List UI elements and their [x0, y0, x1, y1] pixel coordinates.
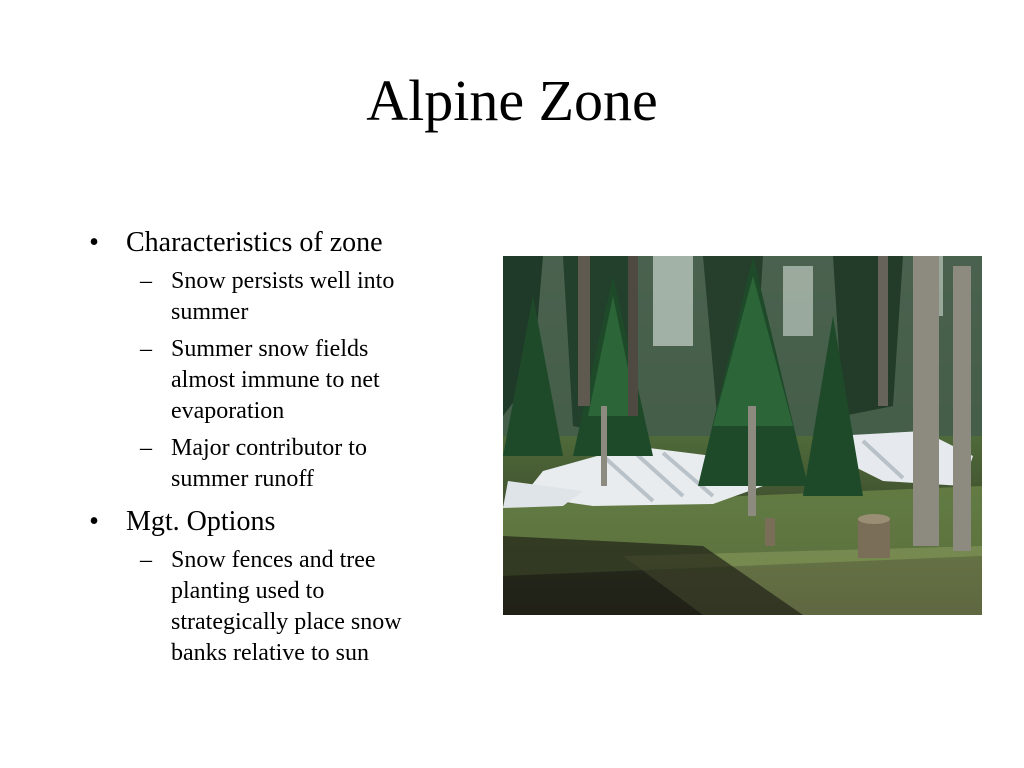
forest-snow-photo — [503, 256, 982, 615]
sub-bullet-snow-fields — [126, 334, 484, 427]
sub-line: Major contributor to — [171, 435, 367, 461]
slide-body — [84, 226, 484, 679]
sub-line: almost immune to net — [171, 367, 380, 393]
sub-list-mgt-options — [126, 545, 484, 669]
slide-title: Alpine Zone — [366, 68, 658, 133]
sub-line: strategically place snow — [171, 609, 402, 635]
sub-line: Snow fences and tree — [171, 547, 376, 573]
sub-line: banks relative to sun — [171, 640, 369, 666]
bullet-text: Mgt. Options — [126, 506, 276, 537]
bullet-marker: • — [89, 506, 99, 537]
sub-line: Summer snow fields — [171, 336, 369, 362]
sub-marker: – — [140, 336, 152, 362]
sub-bullet-snow-persists — [126, 266, 484, 328]
sub-marker: – — [140, 435, 152, 461]
sub-line: summer runoff — [171, 466, 314, 492]
bullet-text: Characteristics of zone — [126, 227, 383, 258]
bullet-marker: • — [89, 227, 99, 258]
bullet-mgt-options — [84, 505, 484, 539]
sub-bullet-major-contributor — [126, 433, 484, 495]
sub-marker: – — [140, 547, 152, 573]
sub-list-characteristics — [126, 266, 484, 495]
sub-marker: – — [140, 268, 152, 294]
sub-line: planting used to — [171, 578, 325, 604]
sub-bullet-snow-fences — [126, 545, 484, 669]
sub-line: summer — [171, 299, 249, 325]
sub-line: evaporation — [171, 398, 285, 424]
bullet-characteristics — [84, 226, 484, 260]
sub-line: Snow persists well into — [171, 268, 395, 294]
